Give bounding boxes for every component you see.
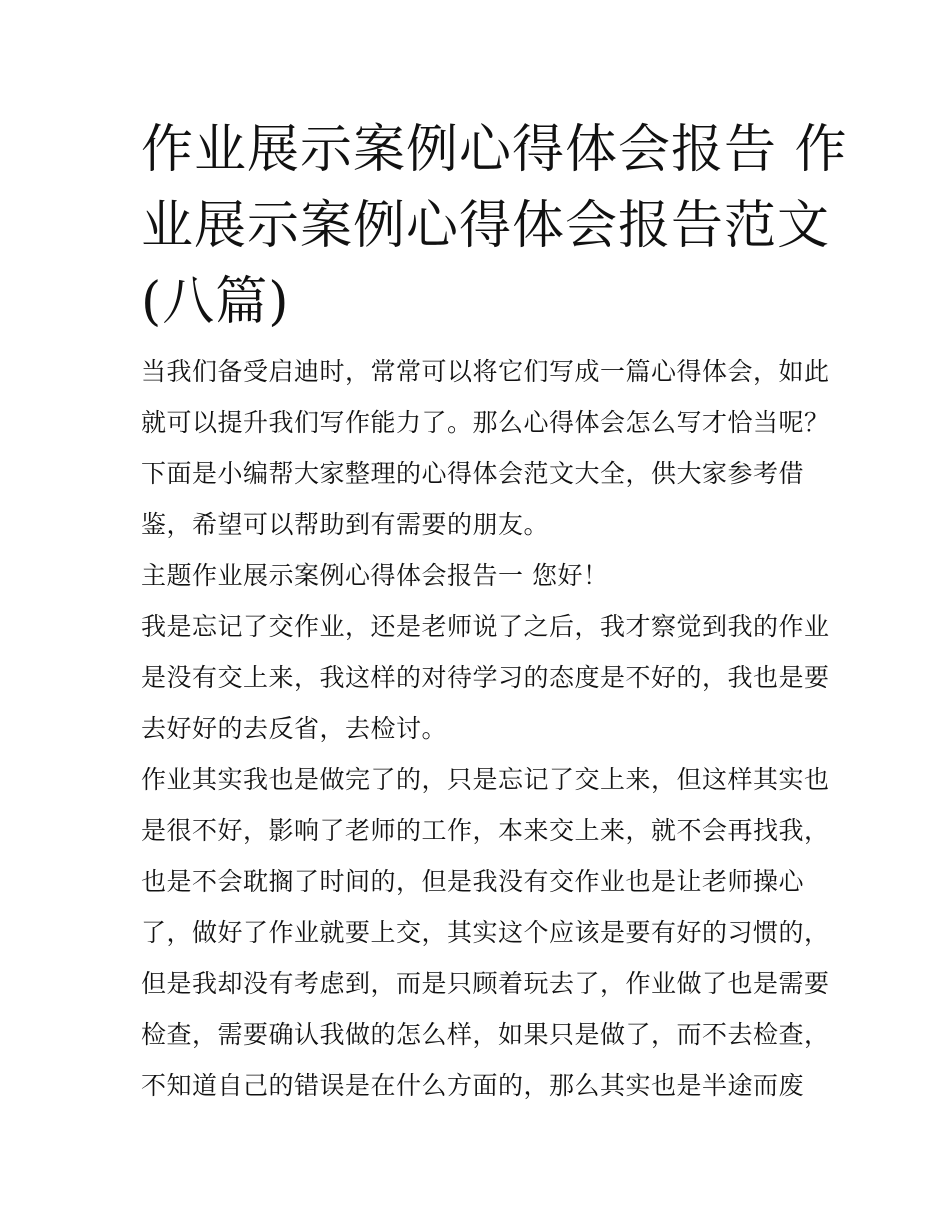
text-line: 就可以提升我们写作能力了。那么心得体会怎么写才恰当呢？ bbox=[141, 408, 830, 437]
text-line: 也是不会耽搁了时间的，但是我没有交作业也是让老师操心 bbox=[141, 867, 805, 896]
text-line: 但是我却没有考虑到，而是只顾着玩去了，作业做了也是需要 bbox=[141, 969, 830, 998]
text-line: 下面是小编帮大家整理的心得体会范文大全，供大家参考借 bbox=[141, 459, 805, 488]
text-line: 作业其实我也是做完了的，只是忘记了交上来，但这样其实也 bbox=[141, 765, 830, 794]
text-line: 我是忘记了交作业，还是老师说了之后，我才察觉到我的作业 bbox=[141, 612, 830, 641]
subtitle-paragraph bbox=[141, 550, 816, 601]
text-line: 不知道自己的错误是在什么方面的，那么其实也是半途而废 bbox=[141, 1071, 805, 1100]
text-line: 当我们备受启迪时，常常可以将它们写成一篇心得体会，如此 bbox=[141, 357, 830, 386]
text-line: 鉴，希望可以帮助到有需要的朋友。 bbox=[141, 510, 550, 539]
text-line: 主题作业展示案例心得体会报告一 您好！ bbox=[141, 561, 609, 590]
title-line: (八篇) bbox=[141, 272, 290, 332]
document-title bbox=[141, 112, 848, 340]
text-line: 了，做好了作业就要上交，其实这个应该是要有好的习惯的， bbox=[141, 918, 830, 947]
text-line: 是没有交上来，我这样的对待学习的态度是不好的，我也是要 bbox=[141, 663, 830, 692]
body-paragraph-2 bbox=[141, 754, 830, 1111]
body-paragraph-1 bbox=[141, 601, 830, 754]
text-line: 去好好的去反省，去检讨。 bbox=[141, 714, 448, 743]
title-line: 业展示案例心得体会报告范文 bbox=[141, 196, 831, 256]
document-body bbox=[141, 112, 848, 1111]
title-line: 作业展示案例心得体会报告 作 bbox=[141, 120, 848, 180]
intro-paragraph bbox=[141, 346, 830, 550]
text-line: 检查，需要确认我做的怎么样，如果只是做了，而不去检查， bbox=[141, 1020, 830, 1049]
text-line: 是很不好，影响了老师的工作，本来交上来，就不会再找我， bbox=[141, 816, 830, 845]
